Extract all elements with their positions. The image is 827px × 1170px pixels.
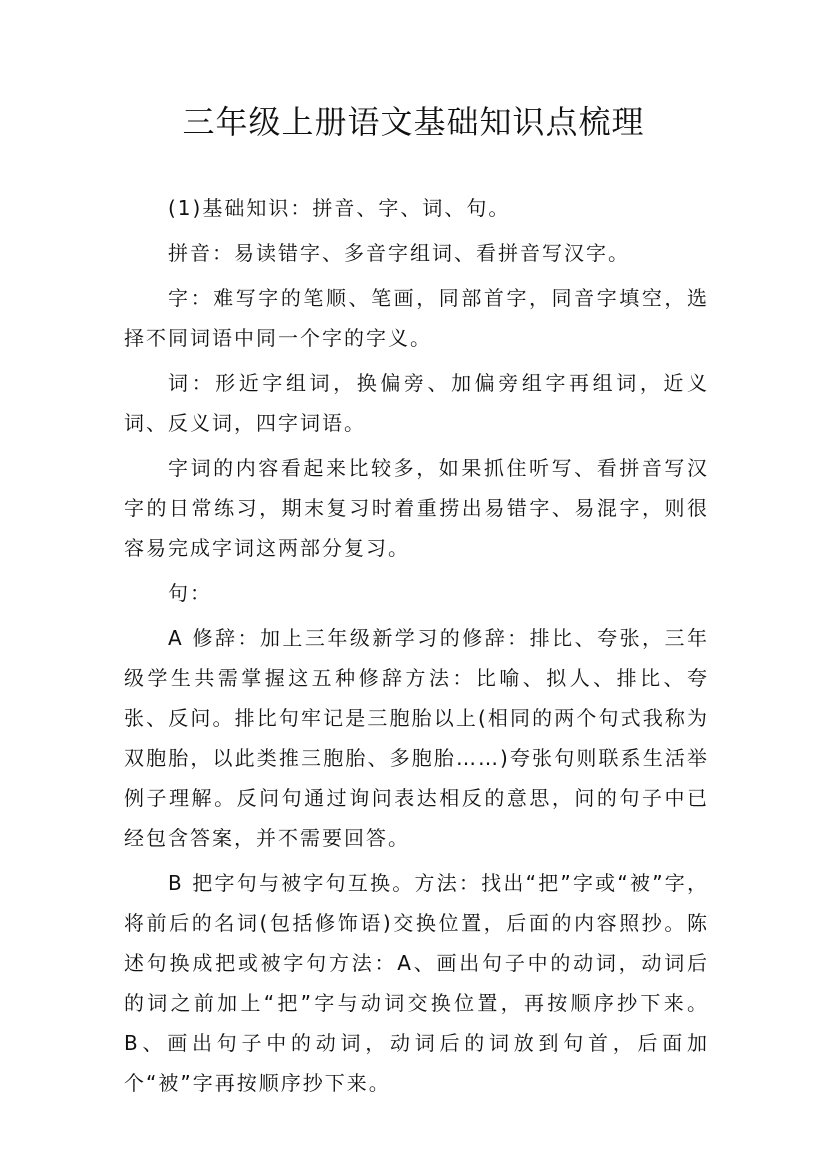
- paragraph-pinyin: 拼音：易读错字、多音字组词、看拼音写汉字。: [168, 241, 630, 265]
- paragraph-ba-bei-sentences: B 把字句与被字句互换。方法：找出“把”字或“被”字，将前后的名词(包括修饰语)交换位置，后面的内容照抄。陈述句换成把或被字句方法：A、画出句子中的动词，动词后的词之前加上“把”字与动词交换位置，再按顺序抄下来。B、画出句子中的动词，动词后的词放到句首，后面加个“被”字再按顺序抄下来。: [124, 871, 709, 1095]
- paragraph-basic-knowledge: (1)基础知识：拼音、字、词、句。: [168, 196, 511, 220]
- paragraph-sentences-heading: 句：: [168, 581, 212, 605]
- document-title: 三年级上册语文基础知识点梳理: [182, 103, 645, 141]
- paragraph-rhetoric: A 修辞：加上三年级新学习的修辞：排比、夸张，三年级学生共需掌握这五种修辞方法：比喻、拟人、排比、夸张、反问。排比句牢记是三胞胎以上(相同的两个句式我称为双胞胎，以此类推三胞胎、多胞胎……)夸张句则联系生活举例子理解。反问句通过询问表达相反的意思，问的句子中已经包含答案，并不需要回答。: [124, 626, 709, 850]
- paragraph-word-review: 字词的内容看起来比较多，如果抓住听写、看拼音写汉字的日常练习，期末复习时着重捞出易错字、易混字，则很容易完成字词这两部分复习。: [124, 456, 709, 560]
- document-body: [124, 188, 709, 1108]
- paragraph-words: 词：形近字组词，换偏旁、加偏旁组字再组词，近义词、反义词，四字词语。: [124, 371, 709, 435]
- paragraph-characters: 字：难写字的笔顺、笔画，同部首字，同音字填空，选择不同词语中同一个字的字义。: [124, 286, 709, 350]
